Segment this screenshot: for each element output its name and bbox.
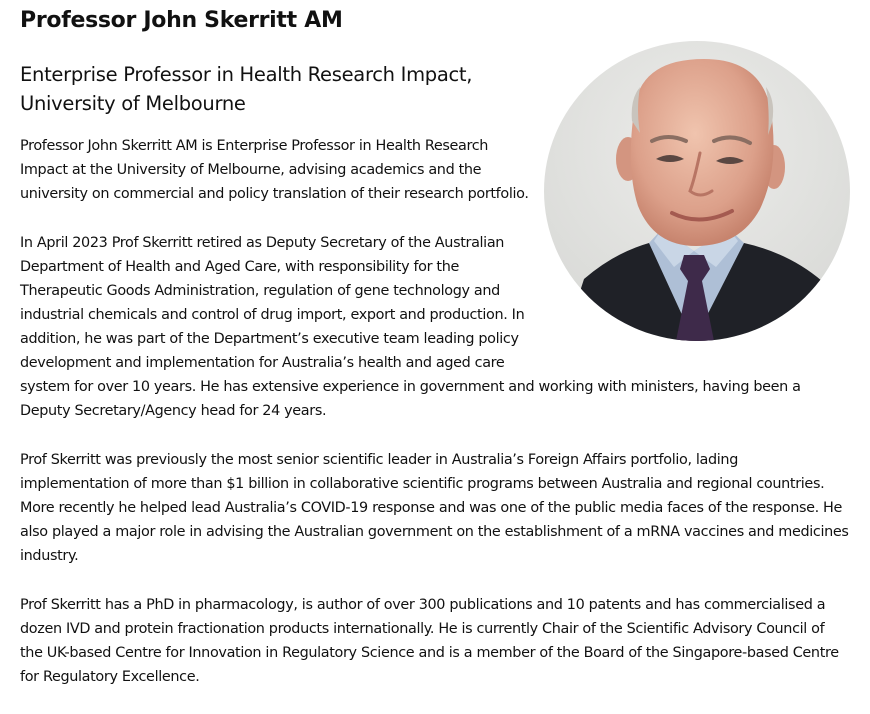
bio-paragraph: Prof Skerritt was previously the most senior scientific leader in Australia’s Foreign Affairs portfolio, lading implementation of more than $1 billion in collaborative scientific programs between Australia and regional countries. More recently he helped lead Australia’s COVID-19 response and was one of the public media faces of the response. He also played a major role in advising the Australian government on the establishment of a mRNA vaccines and medicines industry. [20,452,849,564]
photo-spacer [532,134,850,359]
bio-text [20,134,850,714]
bio-paragraph: Prof Skerritt has a PhD in pharmacology, is author of over 300 publications and 10 patents and has commercialised a dozen IVD and protein fractionation products internationally. He is currently Chair of the Scientific Advisory Council of the UK-based Centre for Innovation in Regulatory Science and is a member of the Board of the Singapore-based Centre for Regulatory Excellence. [20,597,839,685]
profile-name: Professor John Skerritt AM [20,8,343,33]
bio-paragraph: In April 2023 Prof Skerritt retired as Deputy Secretary of the Australian Department of Health and Aged Care, with responsibility for the Therapeutic Goods Administration, regulation of gene technology and industrial chemicals and control of drug import, export and production. In addition, he was part of the Department’s executive team leading policy development and implementation for Australia’s health and aged care system for over 10 years. He has extensive experience in government and working with ministers, having been a Deputy Secretary/Agency head for 24 years. [20,235,801,419]
profile-title: Enterprise Professor in Health Research Impact, University of Melbourne [20,63,473,115]
bio-paragraph: Professor John Skerritt AM is Enterprise Professor in Health Research Impact at the University of Melbourne, advising academics and the university on commercial and policy translation of their research portfolio. [20,138,529,202]
